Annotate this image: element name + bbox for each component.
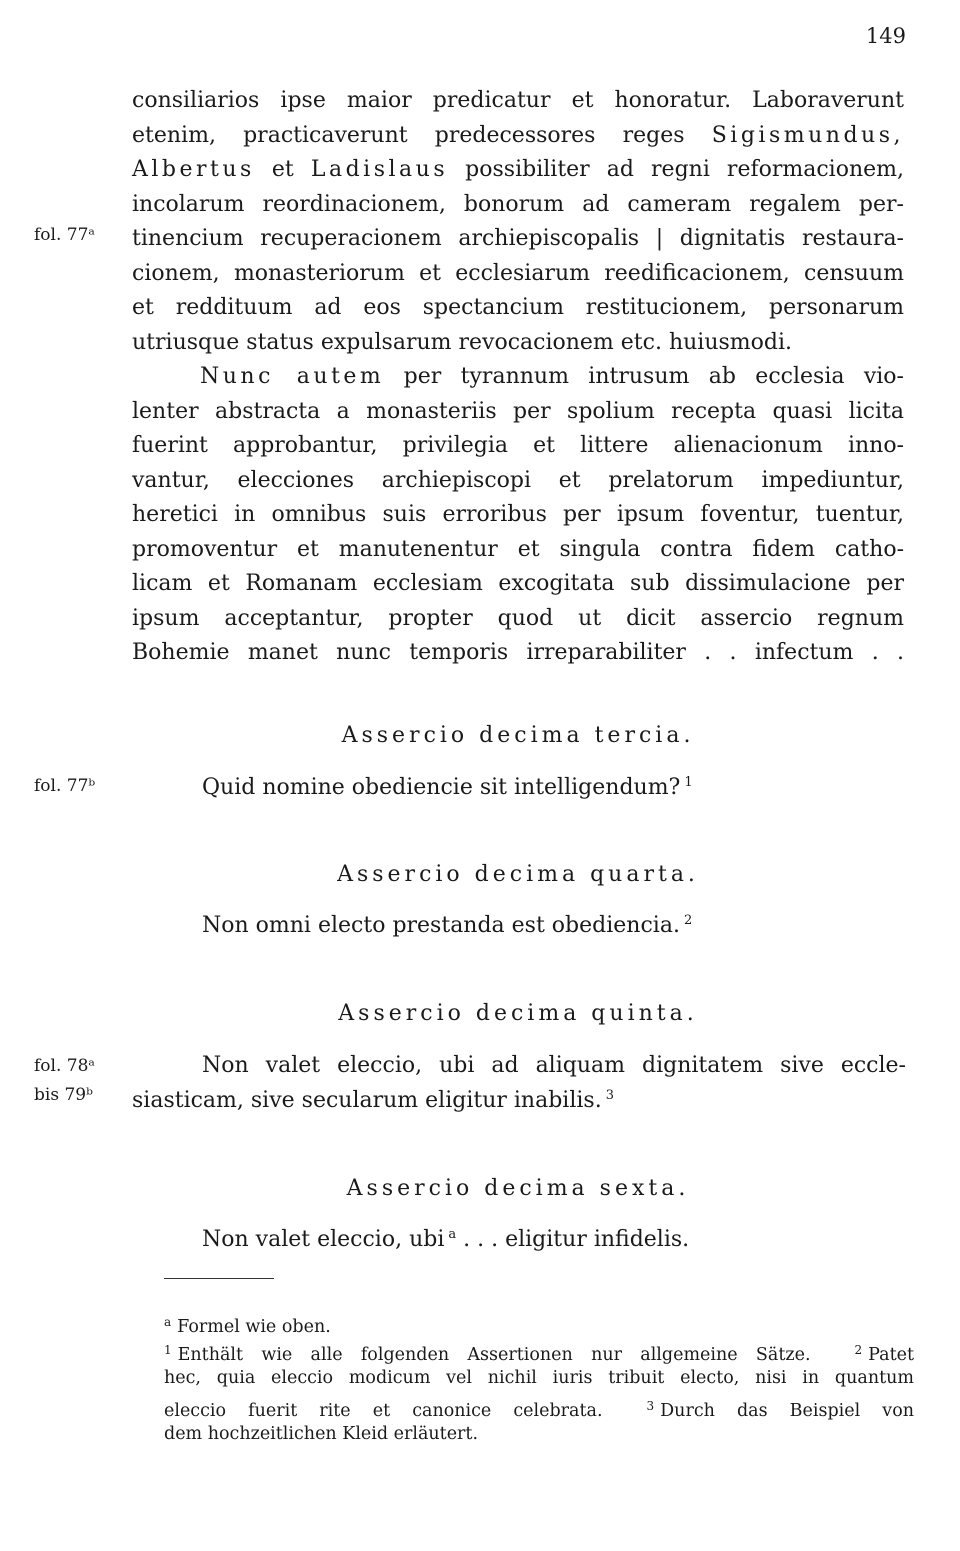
page-number: 149: [865, 24, 906, 48]
text-line: heretici in omnibus suis erroribus per ipsum foventur, tuentur,: [132, 502, 904, 527]
statement-text: Non omni electo prestanda est obediencia.: [202, 913, 680, 938]
footnote-text: Enthält wie alle folgenden Assertionen nur allgemeine Sätze.: [177, 1345, 811, 1365]
statement-13: [202, 775, 693, 800]
statement-15-line-2: [132, 1088, 614, 1113]
footnotes: [164, 1308, 914, 1448]
section-heading-13: Assercio decima tercia.: [341, 723, 695, 748]
text-line: incolarum reordinacionem, bonorum ad cameram regalem per-: [132, 191, 904, 217]
text-line: promoventur et manutenentur et singula contra fidem catho-: [132, 536, 904, 562]
text-line: et reddituum ad eos spectancium restitucionem, personarum: [132, 295, 904, 320]
text-fragment: etenim, practicaverunt predecessores reges: [132, 122, 712, 148]
footnote-text: Patet: [868, 1345, 914, 1365]
footnote-text: Durch das Beispiel von: [660, 1401, 914, 1421]
text-line: fuerint approbantur, privilegia et littere alienacionum inno-: [132, 433, 904, 458]
footnote-3-cont: dem hochzeitlichen Kleid erläutert.: [164, 1424, 479, 1444]
text-line: licam et Romanam ecclesiam excogitata sub dissimulacione per: [132, 571, 904, 596]
statement-text: Quid nomine obediencie sit intelligendum?: [202, 775, 681, 800]
paragraph-1: [132, 84, 904, 360]
footnote-text: Formel wie oben.: [177, 1317, 331, 1337]
margin-note-fol-77b: fol. 77ᵇ: [34, 776, 96, 796]
statement-text: . . . eligitur infidelis.: [456, 1227, 690, 1252]
text-fragment: per tyrannum intrusum ab ecclesia vio-: [384, 364, 904, 389]
text-line: ipsum acceptantur, propter quod ut dicit assercio regnum: [132, 605, 904, 631]
text-line: [132, 360, 904, 395]
footnote-ref: a: [448, 1227, 457, 1242]
footnote-mark: 2: [854, 1343, 863, 1357]
spaced-phrase: Nunc autem: [200, 364, 385, 389]
footnote-2-end: [164, 1392, 914, 1420]
footnote-mark: a: [164, 1315, 172, 1329]
text-line: [132, 153, 904, 188]
text-line: tinencium recuperacionem archiepiscopalis | dignitatis restaura-: [132, 226, 904, 251]
section-heading-14: Assercio decima quarta.: [337, 862, 699, 887]
main-text: [132, 84, 904, 671]
text-fragment: et: [254, 157, 311, 182]
footnote-text: eleccio fuerit rite et canonice celebrata.: [164, 1401, 603, 1421]
footnote-1: [164, 1336, 914, 1364]
text-line: vantur, elecciones archiepiscopi et prelatorum impediuntur,: [132, 467, 904, 493]
statement-15-line-1: Non valet eleccio, ubi ad aliquam dignitatem sive eccle-: [202, 1053, 906, 1078]
margin-note-fol-77a: fol. 77ᵃ: [34, 225, 95, 245]
footnote-divider: [164, 1278, 274, 1279]
footnote-ref: 1: [684, 775, 693, 790]
footnote-ref: 2: [683, 913, 693, 928]
margin-note-fol-78a: fol. 78ᵃ: [34, 1056, 95, 1076]
paragraph-2: [132, 360, 904, 671]
text-fragment: possibiliter ad regni reformacionem,: [448, 157, 904, 182]
spaced-name: Ladislaus: [310, 157, 449, 182]
text-line: lenter abstracta a monasteriis per spolium recepta quasi licita: [132, 398, 904, 424]
text-line: consiliarios ipse maior predicatur et honoratur. Laboraverunt: [132, 88, 904, 113]
text-line: cionem, monasteriorum et ecclesiarum reedificacionem, censuum: [132, 260, 904, 286]
footnote-ref: 3: [605, 1088, 614, 1103]
footnote-a: [164, 1308, 914, 1336]
text-line: Bohemie manet nunc temporis irreparabiliter . . infectum . .: [132, 640, 904, 665]
statement-text: siasticam, sive secularum eligitur inabilis.: [132, 1088, 602, 1113]
text-line: utriusque status expulsarum revocacionem etc. huiusmodi.: [132, 329, 792, 355]
statement-14: [202, 913, 692, 938]
section-heading-16: Assercio decima sexta.: [346, 1176, 690, 1201]
statement-16: [202, 1227, 689, 1252]
statement-text: Non valet eleccio, ubi: [202, 1227, 445, 1252]
text-line: [132, 119, 904, 154]
footnote-2-cont: hec, quia eleccio modicum vel nichil iuris tribuit electo, nisi in quantum: [164, 1368, 914, 1388]
section-heading-15: Assercio decima quinta.: [338, 1001, 698, 1026]
footnote-mark: 3: [646, 1399, 655, 1413]
spaced-name: Albertus: [132, 157, 255, 182]
spaced-name: Sigismundus,: [711, 122, 904, 148]
footnote-mark: 1: [164, 1343, 172, 1357]
margin-note-bis-79b: bis 79ᵇ: [34, 1085, 93, 1105]
